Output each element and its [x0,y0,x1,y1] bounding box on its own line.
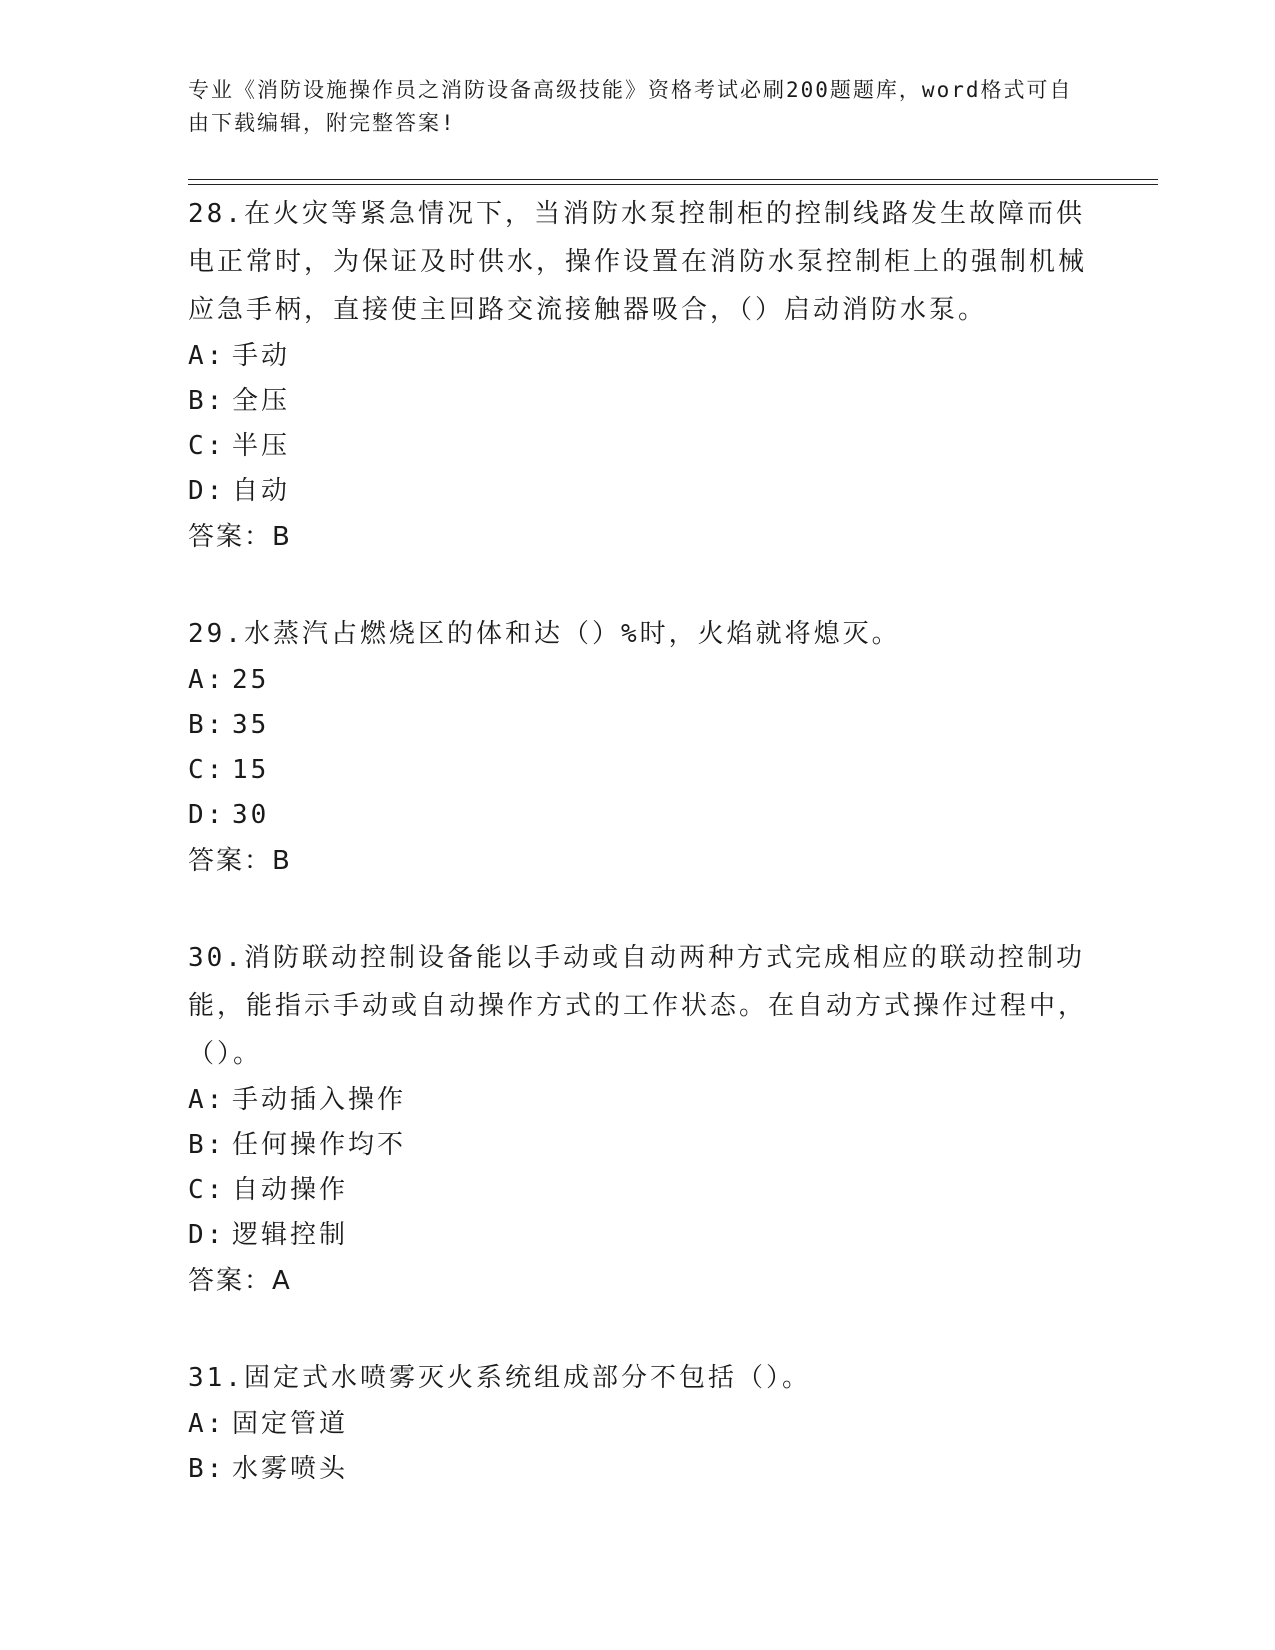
option-a [188,658,1088,703]
option-text: 任何操作均不 [232,1130,407,1160]
option-letter: C: [188,1175,226,1205]
option-letter: D: [188,1220,226,1250]
header-divider-bottom [188,184,1158,185]
option-c [188,1168,1088,1213]
option-d [188,469,1088,514]
option-b [188,703,1088,748]
option-text: 固定管道 [232,1409,349,1439]
option-d [188,1213,1088,1258]
option-letter: B: [188,710,226,740]
option-text: 手动 [232,341,291,371]
option-text: 自动操作 [232,1175,349,1205]
option-letter: B: [188,1454,226,1484]
answer-line: 答案：A [188,1266,292,1296]
option-text: 半压 [232,431,291,461]
option-a [188,334,1088,379]
option-b [188,1123,1088,1168]
answer-line: 答案：B [188,846,292,876]
option-letter: A: [188,341,226,371]
question-list [188,190,1088,1492]
option-letter: C: [188,755,226,785]
question-stem: 31.固定式水喷雾灭火系统组成部分不包括（）。 [188,1363,811,1393]
question-31 [188,1354,1088,1492]
option-text: 30 [232,800,270,830]
option-text: 自动 [232,476,291,506]
option-text: 水雾喷头 [232,1454,349,1484]
option-letter: A: [188,1085,226,1115]
option-a [188,1078,1088,1123]
option-d [188,793,1088,838]
question-29 [188,610,1088,884]
question-30 [188,934,1088,1304]
option-text: 逻辑控制 [232,1220,349,1250]
option-letter: D: [188,800,226,830]
option-letter: B: [188,386,226,416]
option-c [188,748,1088,793]
option-text: 手动插入操作 [232,1085,407,1115]
option-letter: C: [188,431,226,461]
header-divider-top [188,179,1158,180]
option-letter: A: [188,1409,226,1439]
document-intro: 专业《消防设施操作员之消防设备高级技能》资格考试必刷200题题库，word格式可自由下载编辑，附完整答案! [188,78,1073,135]
question-28 [188,190,1088,560]
option-a [188,1402,1088,1447]
option-letter: B: [188,1130,226,1160]
option-b [188,379,1088,424]
question-stem: 30.消防联动控制设备能以手动或自动两种方式完成相应的联动控制功能，能指示手动或自动操作方式的工作状态。在自动方式操作过程中，（）。 [188,943,1088,1069]
answer-line: 答案：B [188,522,292,552]
option-b [188,1447,1088,1492]
option-text: 35 [232,710,270,740]
question-stem: 28.在火灾等紧急情况下，当消防水泵控制柜的控制线路发生故障而供电正常时，为保证及时供水，操作设置在消防水泵控制柜上的强制机械应急手柄，直接使主回路交流接触器吸合，（）启动消防水泵。 [188,199,1088,325]
option-text: 全压 [232,386,291,416]
option-letter: A: [188,665,226,695]
option-text: 15 [232,755,270,785]
question-stem: 29.水蒸汽占燃烧区的体和达（）%时，火焰就将熄灭。 [188,619,901,649]
option-letter: D: [188,476,226,506]
option-c [188,424,1088,469]
option-text: 25 [232,665,270,695]
